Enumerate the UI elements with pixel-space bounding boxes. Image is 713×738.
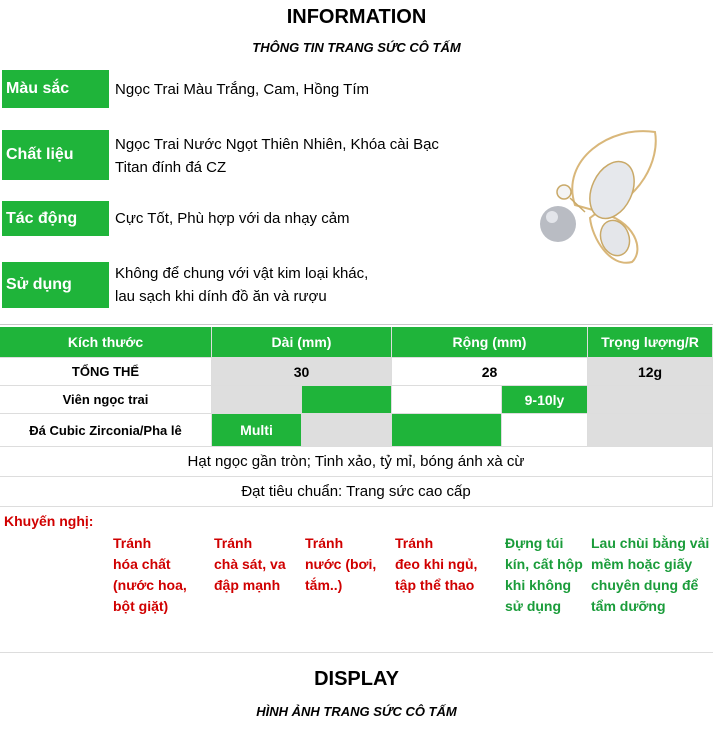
- pearl-size: 9-10ly: [502, 386, 588, 414]
- value-effect: Cực Tốt, Phù hợp với da nhạy cảm: [115, 210, 350, 227]
- tip-sleep: Tránh đeo khi ngủ, tập thể thao: [395, 535, 478, 593]
- header-length: Dài (mm): [212, 327, 392, 358]
- info-subtitle: THÔNG TIN TRANG SỨC CÔ TẤM: [252, 40, 461, 55]
- pearl-cell: [212, 386, 302, 414]
- tip-water: Tránh nước (bơi, tắm..): [305, 535, 377, 593]
- value-usage: Không để chung với vật kim loại khác, lau sạch khi dính đồ ăn và rượu: [115, 265, 369, 305]
- stone-cell: [302, 414, 392, 447]
- pearl-cell: [392, 386, 502, 414]
- tip-chemicals: Tránh hóa chất (nước hoa, bột giặt): [113, 535, 187, 614]
- pearl-label: Viên ngọc trai: [0, 386, 212, 414]
- header-weight: Trọng lượng/R: [588, 327, 713, 358]
- value-color: Ngọc Trai Màu Trắng, Cam, Hồng Tím: [115, 81, 369, 98]
- overall-weight: 12g: [588, 358, 713, 386]
- stone-cell: [392, 414, 502, 447]
- recommendation-label: Khuyến nghị:: [4, 513, 94, 529]
- butterfly-brooch-image: [520, 120, 670, 275]
- tip-cleaning: Lau chùi bằng vải mềm hoặc giấy chuyên dụng để tẩm dưỡng: [591, 535, 710, 614]
- overall-label: TỔNG THỂ: [0, 358, 212, 386]
- stone-cell: [588, 414, 713, 447]
- label-effect: Tác động: [2, 201, 109, 236]
- label-material: Chất liệu: [2, 130, 109, 180]
- display-title: DISPLAY: [314, 668, 399, 690]
- info-title: INFORMATION: [286, 6, 427, 28]
- stone-cell: [502, 414, 588, 447]
- value-material: Ngọc Trai Nước Ngọt Thiên Nhiên, Khóa cài Bạc Titan đính đá CZ: [115, 136, 439, 176]
- pearl-cell: [302, 386, 392, 414]
- overall-length: 30: [212, 358, 392, 386]
- note-standard: Đạt tiêu chuẩn: Trang sức cao cấp: [0, 477, 713, 507]
- label-color: Màu sắc: [2, 70, 109, 108]
- stone-label: Đá Cubic Zirconia/Pha lê: [0, 414, 212, 447]
- header-width: Rộng (mm): [392, 327, 588, 358]
- pearl-cell: [588, 386, 713, 414]
- overall-width: 28: [392, 358, 588, 386]
- tip-impact: Tránh chà sát, va đập mạnh: [214, 535, 286, 593]
- header-size: Kích thước: [0, 327, 212, 358]
- note-quality: Hạt ngọc gần tròn; Tinh xảo, tỷ mỉ, bóng ánh xà cừ: [0, 447, 713, 477]
- tip-storage: Đựng túi kín, cất hộp khi không sử dụng: [505, 535, 583, 614]
- display-subtitle: HÌNH ẢNH TRANG SỨC CÔ TẤM: [256, 704, 457, 719]
- stone-value: Multi: [212, 414, 302, 447]
- label-usage: Sử dụng: [2, 262, 109, 308]
